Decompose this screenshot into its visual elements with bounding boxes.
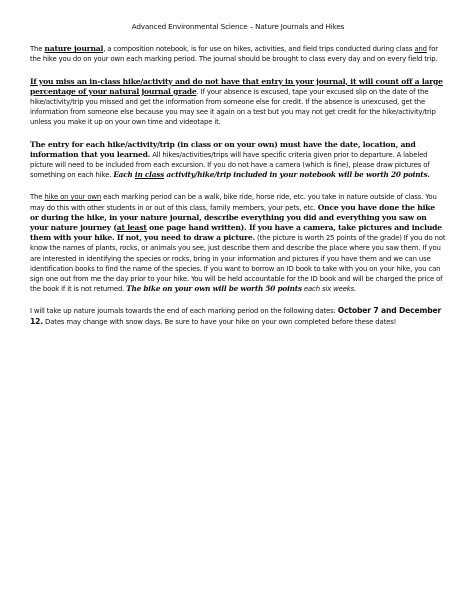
text: The: [30, 193, 45, 202]
text: I will take up nature journals towards the end of each marking period on the following dates:: [30, 307, 338, 316]
describe-instructions: Once you have done the hike or during the hike, in your nature journal, describe everything you did and everything you saw on your nature journey (: [30, 202, 435, 233]
text: for the hike you do on your own each marking period. The journal should be brought to class every day and on every field trip.: [30, 45, 438, 64]
entry-requirements-heading: The entry for each hike/activity/trip (in class or on your own) must have the date, location, and information that you learned.: [30, 139, 416, 159]
points-note-a: Each: [113, 170, 135, 180]
missed-hike-warning: If you miss an in-class hike/activity and do not have that entry in your journal, it will count off a large percentage of your natural journal grade: [30, 76, 443, 96]
hike-points-note: The bike on your own will be worth 50 points: [126, 284, 302, 294]
nature-journal-term: nature journal: [44, 44, 104, 54]
text: . If your absence is excused, tape your excused slip on the date of the hike/activity/trip you missed and get the information from someone else for credit. If the absence is unexcused, get the information from someone else because you may see it again on a test but you may not get credit for the hike/activity/trip unless you make it up on your own time and videotape it.: [30, 87, 436, 127]
collection-dates: October 7 and December 12.: [30, 306, 442, 326]
paragraph-nature-journal: [30, 44, 446, 64]
paragraph-entry-requirements: [30, 140, 446, 181]
text: (the picture is worth 25 points of the grade) If you do not know the names of plants, rocks, or animals you see, just describe them and describe the place where you saw them. If you are interested in identifying the species or rocks, bring in your information and pictures if you have them and we can use identification books to find the name of the species. If you want to borrow an ID book to take with you on your hike, you can sign one out from me the day prior to your hike. You will be held accountable for the ID book and will be charged the price of the book if it is not returned.: [30, 234, 446, 294]
paragraph-collection-dates: [30, 306, 446, 326]
document-page: [30, 22, 446, 339]
text: All hikes/activities/trips will have specific criteria given prior to departure. A labeled picture will need to be included from each excursion. If you do not have a camera (which is fine), please draw pictures of something on each hike.: [30, 150, 430, 180]
paragraph-hike-on-own: [30, 192, 446, 294]
text: each marking period can be a walk, bike ride, horse ride, etc. you take in nature outside of class. You may do this with other students in or out of this class, family members, your pets, etc.: [30, 193, 437, 212]
points-note-in-class: in class: [134, 170, 165, 180]
and-emphasis: and: [414, 45, 427, 54]
hike-on-own-term: hike on your own: [44, 193, 102, 202]
document-title: Advanced Environmental Science – Nature Journals and Hikes: [131, 22, 345, 31]
paragraph-missed-hike: [30, 77, 446, 128]
text: The: [30, 45, 45, 54]
points-note-b: activity/hike/trip included in your notebook will be worth 20 points.: [164, 170, 430, 180]
camera-instructions: one page hand written). If you have a camera, take pictures and include them with your hike. If not, you need to draw a picture.: [30, 223, 442, 243]
text: , a composition notebook, is for use on hikes, activities, and field trips conducted during class: [103, 45, 415, 54]
six-weeks-note: each six weeks.: [301, 285, 357, 294]
text: Dates may change with snow days. Be sure to have your hike on your own completed before these dates!: [43, 317, 397, 326]
at-least-emphasis: at least: [116, 223, 147, 233]
